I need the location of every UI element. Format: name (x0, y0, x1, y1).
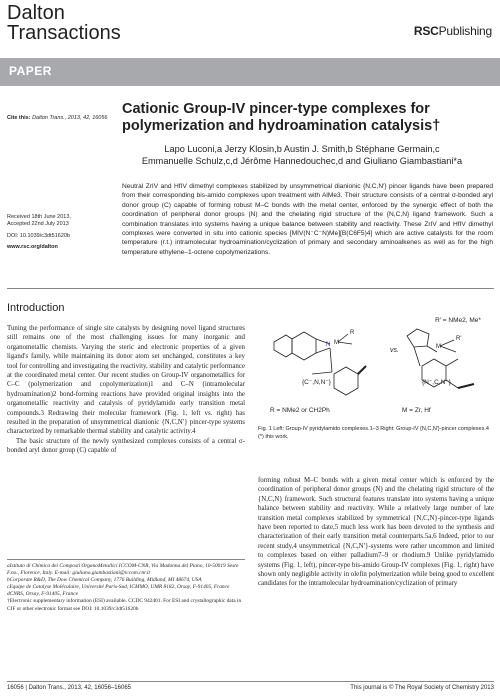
footnote-c: cEquipe de Catalyse Moléculaire, Université Paris-Sud, ICMMO, UMR 8182, Orsay, F-91405, France (7, 584, 230, 591)
doi: DOI: 10.1039/c3dt51620b (7, 232, 70, 239)
pyridine-ring (292, 332, 316, 360)
accepted-date: Accepted 22nd July 2013 (7, 221, 69, 228)
journal-name-line1: Dalton (7, 2, 65, 24)
right-ligand-label: {N⁻,C,N⁻} (422, 379, 451, 386)
footer-copyright: This journal is © The Royal Society of Chemistry 2013 (350, 685, 494, 691)
footnotes (7, 563, 245, 613)
citation-label: Cite this: (7, 115, 31, 121)
article-type-banner (0, 58, 500, 86)
article-type-label: PAPER (9, 64, 52, 78)
journal-name-line2: Transactions (7, 22, 121, 44)
article-title-line2: polymerization and hydroamination catalysis† (122, 118, 441, 134)
aryl-ring-2 (334, 367, 358, 395)
abstract: Neutral ZrIV and HfIV dimethyl complexes stabilized by unsymmetrical dianionic {N,C,N′} pincer ligands have been prepared from their corresponding bis-amido complexes upon treatment with AlMe3. Their structure consists of a central σ-bonded aryl donor group (C) capable of forming robust M–C bonds with the metal center, enforced by the synergic effect of both the coordination of peripheral donor groups (N) and the chelating rigid structure of the {N,C,N} ligand framework. Such a combination translates into systems having a unique balance between stability and reactivity. These ZrIV and HfIV dimethyl complexes were converted in situ into cationic species [MIV(N⁻C⁻N)Me][B(C6F5)4] which are active catalysts for the room temperature (r.t.) intramolecular hydroamination/cyclization of primary and secondary aminoalkenes as well as for the high temperature ethylene–1-octene copolymerizations. (122, 183, 493, 256)
r-definition: R = NMe2 or CH2Ph (270, 407, 330, 414)
publisher-logo (414, 24, 492, 38)
author-list-line1: Lapo Luconi,a Jerzy Klosin,b Austin J. Smith,b Stéphane Germain,c (164, 144, 440, 154)
publisher-logo-publishing: Publishing (438, 24, 492, 38)
pyrrole-ring (407, 329, 429, 347)
figure-vs-label: vs. (390, 347, 399, 354)
footnote-divider (7, 559, 245, 560)
journal-name (7, 3, 121, 43)
atom-label-m: M (334, 340, 339, 346)
article-title-line1: Cationic Group-IV pincer-type complexes for (122, 101, 430, 117)
footnote-d: dCNRS, Orsay, F-91405, France (7, 591, 78, 598)
section-heading-introduction: Introduction (7, 302, 65, 314)
left-column-text (7, 324, 245, 456)
author-list-line2: Emmanuelle Schulz,c,d Jérôme Hannedouchec,d and Giuliano Giambastiani*a (141, 156, 463, 166)
citation-ref: Dalton Trans., 2013, 42, 16056 (32, 115, 108, 121)
atom-label-rprime: R′ (456, 336, 462, 342)
atom-label-m-right: M (436, 344, 441, 350)
footer-page-ref: 16056 | Dalton Trans., 2013, 42, 16056–16065 (7, 685, 131, 691)
left-ligand-label: {C⁻,N,N⁻} (302, 379, 331, 386)
m-definition: M = Zr, Hf (402, 407, 431, 414)
author-list (122, 143, 482, 167)
received-date: Received 18th June 2013, (7, 214, 71, 220)
intro-paragraph-2: The basic structure of the newly synthesized complexes consists of a central σ-bonded aryl donor group (C) capable of (7, 437, 245, 455)
journal-url[interactable]: www.rsc.org/dalton (7, 244, 58, 251)
footnote-a: aIstituto di Chimica dei Composti OrganoMetallici ICCOM-CNR, Via Madonna del Piano, 10-50019 Sesto F.no., Florence, Italy. E-mail: giuliano.giambastiani@iccom.cnr.it (7, 563, 239, 577)
article-title (122, 101, 462, 135)
figure-1 (262, 314, 492, 424)
footnote-esi: †Electronic supplementary information (ESI) available. CCDC 942401. For ESI and crystallographic data in CIF or other electronic format see DOI: 10.1039/c3dt51620b (7, 598, 242, 612)
atom-label-r: R (350, 330, 355, 336)
atom-label-n: N (326, 342, 331, 348)
footnote-b: bCorporate R&D, The Dow Chemical Company, 1776 Building, Midland, MI 48674, USA (7, 577, 202, 584)
citation (7, 115, 107, 121)
figure-top-label: R′ = NMe2, Me* (435, 317, 481, 324)
right-column-text: forming robust M–C bonds with a given metal center which is enforced by the coordination of peripheral donor groups (N) and the chelating rigid structure of the {N,C,N} framework. Such structural features translate into systems having a unique balance between stability and reactivity. While a relatively large number of late transition metal complexes stabilized by symmetrical {N,C,N}-pincer-type ligands have been reported to date,5 much less work has been devoted to the synthesis and characterization of their early transition metal counterparts.5a,6 Indeed, prior to our recent study,4 unsymmetrical {N,C,N′}-systems were rather uncommon and limited to complexes based on either palladium7–9 or rhodium.9 Unlike pyridylamido systems (Fig. 1, left), pincer-type bis-amido Group-IV complexes (Fig. 1, right) have shown only negligible activity in olefin polymerization while being good to excellent candidates for the intramolecular hydroamination/cyclization of primary (258, 477, 494, 588)
footer-divider (7, 681, 494, 682)
aryl-ring (274, 335, 292, 357)
article-history (7, 214, 112, 252)
divider (7, 288, 494, 289)
publisher-logo-rsc: RSC (413, 24, 439, 38)
figure-1-caption: Fig. 1 Left: Group-IV pyridylamido complexes.1–3 Right: Group-IV {N,C,N′}-pincer complexes.4 (*) this work. (258, 426, 489, 440)
intro-paragraph-1: Tuning the performance of single site catalysts by designing novel ligand structures still remains one of the most challenging issues for many inorganic and organometallic chemists. Varying the steric and electronic properties of a given ligand's family, while maintaining its donor atom set unchanged, constitutes a key tool for controlling and investigating the reactivity, stability and catalytic performance at the coordinated metal center. Our recent studies on Group-IV organometallics for C–C (polymerization and copolymerization)1 and C–N (intramolecular hydroamination)2 bond-forming reactions have provided original insights into the organometallic reactivity and catalysis of pyridylamido early transition metal compounds.3 Redrawing their molecular framework (Fig. 1, left vs. right) has resulted in the preparation of unsymmetrical dianionic {N,C,N′} pincer-type systems characterized by remarkable thermal stability and catalytic activity.4 (7, 325, 245, 436)
